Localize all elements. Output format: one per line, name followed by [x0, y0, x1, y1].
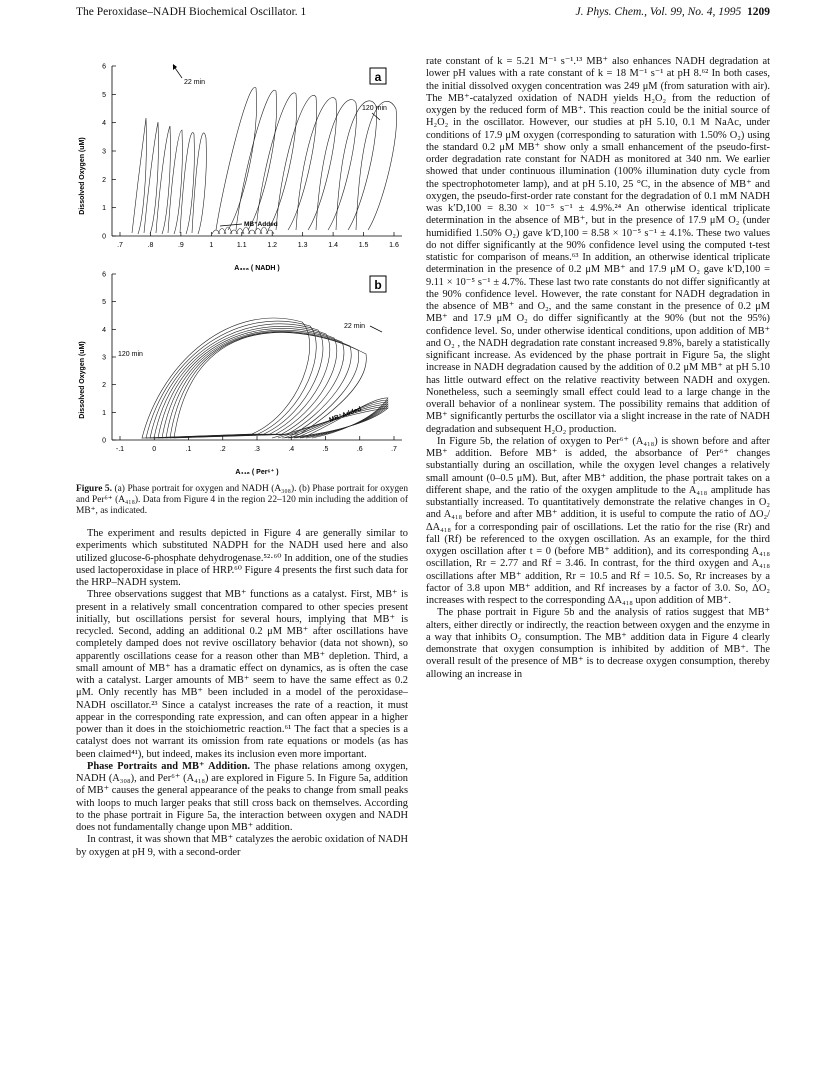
y-tick-label: 5	[102, 91, 106, 99]
paragraph: rate constant of k = 5.21 M⁻¹ s⁻¹.¹³ MB⁺ also enhances NADH degradation at lower pH values with a rate constant of k = 18 M⁻¹ s⁻¹ at pH 8.⁶² In both cases, the initial dissolved oxygen concentration was 249 μM (from saturation with air). The MB⁺-catalyzed oxidation of NADH yields H₂O₂ from the reduction of oxygen by the reduced form of MB⁺. This reaction could be the initial source of H₂O₂ in the oscillator. However, our studies at pH 5.10, 0.1 M NaAc, under conditions of 17.9 μM oxygen (corresponding to saturation with 1.50% O₂) using the standard 0.2 μM MB⁺ show only a small enhancement of the pseudo-first-order degradation rate constant for NADH as monitored at 340 nm. We earlier showed that under continuous illumination (100% illumination duty cycle from the spectrophotometer lamp), and at pH 5.10, 25 °C, in the absence of MB⁺ and oxygen, the pseudo-first-order rate constant for the degradation of 0.1 mM NADH was k′D,100 = 8.30 × 10⁻⁵ s⁻¹ ± 4.9%.²⁴ An otherwise identical triplicate determination in the absence of MB⁺, but in the presence of 17.9 μM O₂ (under humidified 1.50% O₂) gave k′D,100 = 8.58 × 10⁻⁵ s⁻¹ ± 4.1%. These two values do not differ significantly at the 90% confidence level using the computed t-test statistic for comparison of means.⁶³ In addition, an otherwise identical triplicate determination in the presence of 0.2 μM MB⁺ and 17.9 μM O₂ gave k′D,100 = 9.11 × 10⁻⁵ s⁻¹ ± 4.7%. These last two rate constants do not differ significantly at the 90% confidence level. However, the rate constant for NADH degradation in the absence of MB⁺ and O₂, and the same constant in the presence of 0.2 μM MB⁺ and 17.9 μM O₂ do differ significantly at the 90% (but not the 95%) confidence level. So, under otherwise identical conditions, upon addition of MB⁺ and O₂ , the NADH degradation rate constant increased 9.8%, barely a statistically significant increase. As evidenced by the phase portrait in Figure 5a, the slight increase in NADH degradation caused by the addition of 0.2 μM MB⁺ at pH 5.10 has little outward effect on the relative reactivity between NADH and oxygen. Nonetheless, such a seemingly small effect could lead to a large change in the overall behavior of a nonlinear system. The possibility remains that addition of MB⁺ significantly perturbs the oscillator via a slight increase in the rate of NADH degradation and subsequent H₂O₂ production.	[426, 56, 770, 435]
x-tick-label: .9	[177, 242, 184, 249]
x-tick-label: .5	[322, 446, 329, 453]
x-tick-label: 1.6	[389, 242, 399, 249]
y-tick-label: 2	[102, 176, 106, 184]
oscillation-traces-b	[142, 318, 388, 438]
section-paragraph: Phase Portraits and MB⁺ Addition. The phase relations among oxygen, NADH (A₃₀₈), and Per⁶⁺ (A₄₁₈) are explored in Figure 5. In Figure 5a, addition of MB⁺ causes the general appearance of the peaks to change from small peaks with loops to much larger peaks that still cross back on themselves. According to the phase portrait in Figure 5a, the interaction between oxygen and NADH does not fundamentally change upon MB⁺ addition.	[76, 760, 409, 833]
paragraph: In Figure 5b, the relation of oxygen to Per⁶⁺ (A₄₁₈) is shown before and after MB⁺ addition. Before MB⁺ is added, the absorbance of Per⁶⁺ changes substantially during an oscillation, while the oxygen level changes a relatively small amount (0–0.5 μM). But, after MB⁺ addition, the phase portrait takes on a different shape, and the ratio of the oxygen amplitude to the A₄₁₈ amplitude has substantially increased. To quantitatively demonstrate the relative changes in O₂ and A₄₁₈ before and after MB⁺ addition, it is useful to compute the ratio of ΔO₂/ΔA₄₁₈ for a corresponding pair of oscillations. Let the ratio for the rise (Rr) and fall (Rf) be referenced to the oxygen oscillation. As an example, for the third oxygen oscillation after t = 0 (before MB⁺ addition), and its corresponding A₄₁₈ oscillation, Rr = 2.77 and Rf = 3.46. In contrast, for the third oxygen and A₄₁₈ oscillations after MB⁺ addition, Rr = 10.5 and Rf = 10.5. So, Rr increases by a factor of 3.8 upon MB⁺ addition, and Rf increases by a factor of 3.0. So, ΔO₂ increases with respect to the corresponding ΔA₄₁₈ upon addition of MB⁺.	[426, 435, 770, 606]
x-tick-label: 1.4	[328, 242, 338, 249]
svg-text:a: a	[374, 70, 382, 84]
trace-small-loop	[266, 230, 274, 234]
axis-ticks-b	[102, 272, 397, 454]
running-title: The Peroxidase–NADH Biochemical Oscillator. 1	[76, 6, 307, 18]
paragraph: Three observations suggest that MB⁺ functions as a catalyst. First, MB⁺ is present in a relatively small concentration compared to other species present initially, but oscillations persist for several hours, implying that MB⁺ is recycled. Second, adding an additional 0.2 μM MB⁺ after oscillations have completely damped does not revive oscillatory behavior (data not shown), so apparently oscillations cease for a reason other than MB⁺ depletion. Third, a small amount of MB⁺ has a dramatic effect on dynamics, as is often the case with a catalyst. Larger amounts of MB⁺ seem to have the same effect as 0.2 μM. Only recently has MB⁺ been included in a model of the peroxidase–NADH oscillator.²³ Since a catalyst increases the rate of a reaction, it must appear in the corresponding rate expression, and can often appear in a higher power than it does in the stoichiometric reaction.⁶¹ The fact that a species is a catalyst does not warrant its omission from rate equations or models (as has been claimed⁴¹), but indeed, makes its inclusion even more important.	[76, 589, 408, 760]
annotation-22min-b: 22 min	[344, 323, 366, 330]
svg-text:b: b	[374, 278, 382, 292]
x-tick-label: .4	[288, 446, 295, 453]
y-tick-label: 1	[102, 409, 106, 417]
trace-loop	[174, 332, 366, 438]
right-column	[426, 56, 770, 681]
paragraph: The experiment and results depicted in Figure 4 are generally similar to experiments which substituted NADPH for the NADH used here and also utilized glucose-6-phosphate dehydrogenase.⁵²·⁶⁰ In addition, one of the studies used lactoperoxidase in place of HRP.⁶⁰ Figure 4 presents the first such data for the HRP–NADH system.	[76, 528, 408, 588]
figure-5a-phase-portrait	[72, 58, 408, 280]
x-tick-label: 1.5	[358, 242, 369, 249]
annotation-22min-a: 22 min	[184, 79, 206, 86]
x-tick-label: .1	[185, 446, 192, 453]
figure-caption	[76, 484, 408, 517]
x-tick-label: .7	[117, 242, 123, 249]
x-tick-label: .3	[254, 446, 260, 453]
annotation-mb-added-b: MB⁺Added	[328, 405, 363, 424]
x-tick-label: 1.3	[297, 242, 308, 249]
x-axis-label-a: A₃₀₈ ( NADH )	[234, 265, 280, 272]
x-axis-label-b: A₄₁₈ ( Per⁶⁺ )	[235, 469, 279, 476]
x-tick-label: 1	[209, 242, 214, 249]
y-tick-label: 2	[102, 382, 106, 390]
y-tick-label: 3	[102, 354, 106, 362]
paragraph: The phase portrait in Figure 5b and the analysis of ratios suggest that MB⁺ alters, either directly or indirectly, the reaction between oxygen and the enzyme in a way that inhibits O₂ consumption. The MB⁺ addition data in Figure 4 clearly demonstrate that oxygen consumption is inhibited by addition of MB⁺. The overall result of the presence of MB⁺ is to decrease oxygen consumption, thereby allowing an increase in	[426, 607, 770, 680]
trace-loop	[132, 118, 146, 234]
x-tick-label: 1.2	[267, 242, 278, 249]
trace-loop	[154, 326, 330, 438]
caption-text: (a) Phase portrait for oxygen and NADH (A₃₀₈). (b) Phase portrait for oxygen and Per⁶⁺ (A₄₁₈). Data from Figure 4 in the region 22–120 min including the addition of MB⁺, as indicated.	[76, 484, 409, 516]
trace-loop	[216, 87, 257, 230]
annotation-mb-added-a: MB⁺Added	[244, 221, 278, 228]
y-tick-label: 4	[102, 120, 106, 128]
x-tick-label: 0	[152, 446, 157, 453]
figure-5b-phase-portrait	[72, 262, 408, 484]
trace-loop	[356, 101, 397, 230]
journal-citation: J. Phys. Chem., Vol. 99, No. 4, 1995 1209	[575, 6, 770, 18]
annotation-120min-a: 120 min	[362, 105, 387, 112]
trace-loop	[166, 331, 351, 438]
section-heading: Phase Portraits and MB⁺ Addition.	[87, 760, 250, 772]
panel-label-b	[370, 276, 386, 292]
caption-label: Figure 5.	[76, 484, 112, 494]
paragraph: In contrast, it was shown that MB⁺ catalyzes the aerobic oxidation of NADH by oxygen at pH 9, with a second-order	[76, 834, 408, 858]
y-tick-label: 6	[102, 271, 106, 279]
y-tick-label: 0	[102, 233, 106, 241]
left-column	[76, 528, 408, 859]
y-tick-label: 1	[102, 205, 106, 213]
annotation-120min-b: 120 min	[118, 351, 143, 358]
x-tick-label: -.1	[115, 446, 125, 453]
x-tick-label: .8	[147, 242, 154, 249]
y-axis-label-b: Dissolved Oxygen (uM)	[79, 341, 86, 419]
y-tick-label: 5	[102, 299, 106, 307]
y-axis-label-a: Dissolved Oxygen (uM)	[79, 137, 86, 215]
x-tick-label: 1.1	[236, 242, 247, 249]
x-tick-label: .7	[391, 446, 397, 453]
x-tick-label: .6	[356, 446, 363, 453]
trace-loop	[162, 330, 344, 438]
x-tick-label: .2	[219, 446, 226, 453]
y-tick-label: 4	[102, 326, 106, 334]
y-tick-label: 6	[102, 63, 106, 71]
page-header	[76, 6, 770, 26]
panel-label-a	[370, 68, 386, 84]
y-tick-label: 0	[102, 437, 106, 445]
y-tick-label: 3	[102, 148, 106, 156]
oscillation-traces-a	[132, 87, 397, 234]
page-number: 1209	[747, 6, 770, 18]
